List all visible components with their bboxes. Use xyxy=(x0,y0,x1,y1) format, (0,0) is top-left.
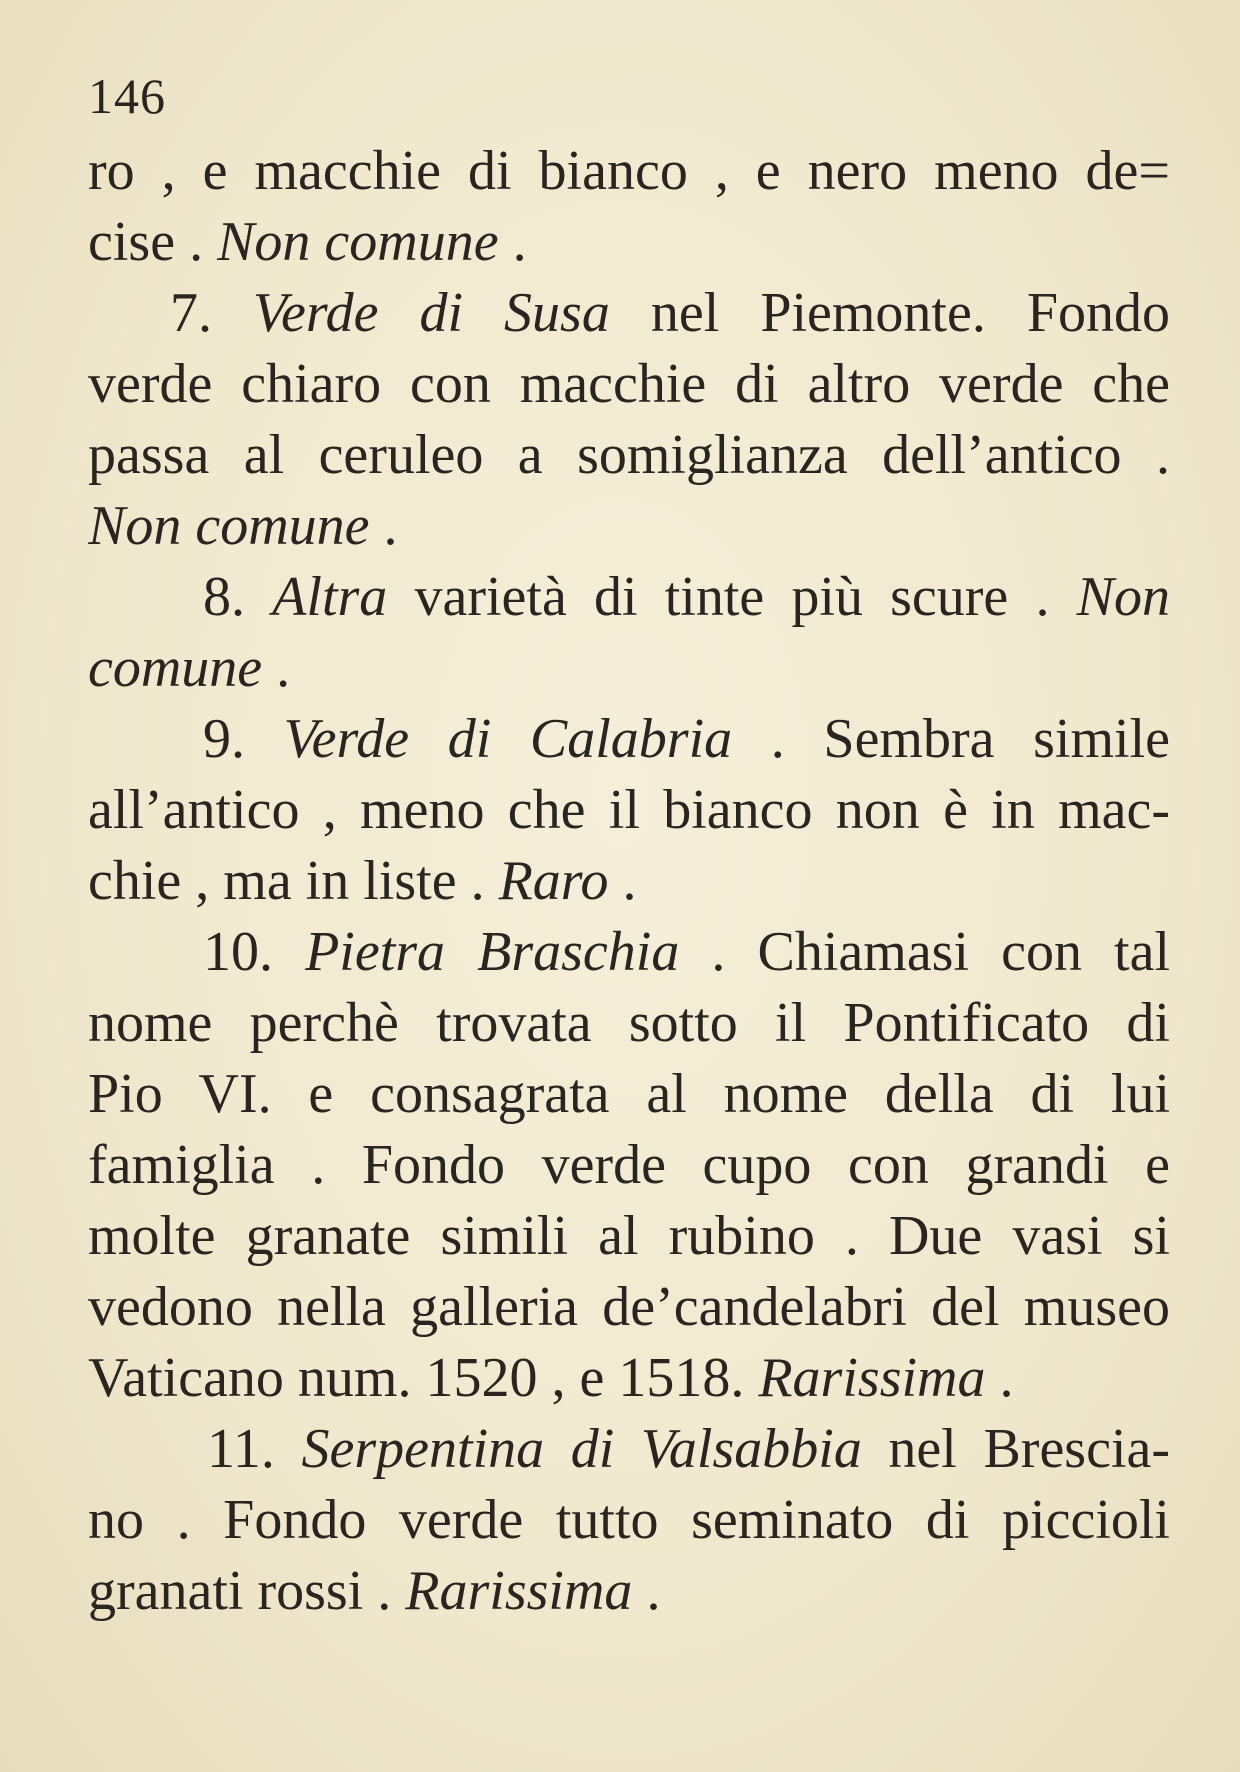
page-number: 146 xyxy=(88,68,166,124)
italic-text-segment: Non comune xyxy=(217,211,499,273)
text-line xyxy=(88,846,1170,917)
text-segment: nome perchè trovata sotto il Pontificato di xyxy=(88,992,1170,1054)
text-line xyxy=(88,1272,1170,1343)
entry-number: 11. xyxy=(207,1418,302,1480)
text-segment: chie , ma in liste . xyxy=(88,850,499,912)
text-segment: . Chiamasi con tal xyxy=(679,921,1170,983)
text-line xyxy=(88,917,1170,988)
italic-text-segment: Rarissima xyxy=(405,1560,633,1622)
text-segment: Vaticano num. 1520 , e 1518. xyxy=(88,1347,759,1409)
italic-text-segment: Pietra Braschia xyxy=(305,921,680,983)
text-segment: verde chiaro con macchie di altro verde che xyxy=(88,353,1170,415)
text-segment: cise . xyxy=(88,211,218,273)
text-line xyxy=(88,1059,1170,1130)
text-segment: . xyxy=(369,495,398,557)
italic-text-segment: Verde di Calabria xyxy=(283,708,733,770)
text-segment: . xyxy=(262,637,291,699)
italic-text-segment: Altra xyxy=(272,566,388,628)
entry-number: 7. xyxy=(170,282,254,344)
text-segment: vedono nella galleria de’candelabri del museo xyxy=(88,1276,1170,1338)
text-line xyxy=(88,988,1170,1059)
italic-text-segment: Serpentina di Valsabbia xyxy=(301,1418,862,1480)
text-segment: molte granate simili al rubino . Due vasi si xyxy=(88,1205,1170,1267)
text-line xyxy=(88,1343,1170,1414)
italic-text-segment: Non comune xyxy=(88,495,370,557)
text-segment: all’antico , meno che il bianco non è in mac- xyxy=(88,779,1170,841)
text-line xyxy=(88,562,1170,633)
text-segment: . xyxy=(498,211,527,273)
text-segment: granati rossi . xyxy=(88,1560,406,1622)
text-line xyxy=(88,491,1170,562)
text-line xyxy=(88,278,1170,349)
italic-text-segment: comune xyxy=(88,637,263,699)
text-line xyxy=(88,704,1170,775)
text-line xyxy=(88,136,1170,207)
page-text xyxy=(88,136,1170,1627)
text-segment: . Sembra simile xyxy=(732,708,1170,770)
italic-text-segment: Non xyxy=(1076,566,1170,628)
text-line xyxy=(88,349,1170,420)
italic-text-segment: Rarissima xyxy=(758,1347,986,1409)
text-segment: . xyxy=(632,1560,661,1622)
text-segment: . xyxy=(985,1347,1014,1409)
text-segment: nel Piemonte. Fondo xyxy=(609,282,1170,344)
text-segment: . xyxy=(608,850,637,912)
text-line xyxy=(88,633,1170,704)
text-line xyxy=(88,1130,1170,1201)
text-segment: nel Brescia- xyxy=(861,1418,1170,1480)
entry-number: 10. xyxy=(203,921,306,983)
text-line xyxy=(88,420,1170,491)
text-segment: passa al ceruleo a somiglianza dell’antico . xyxy=(88,424,1170,486)
text-line xyxy=(88,1556,1170,1627)
text-line xyxy=(88,775,1170,846)
italic-text-segment: Verde di Susa xyxy=(253,282,610,344)
text-line xyxy=(88,1201,1170,1272)
text-line xyxy=(88,1485,1170,1556)
text-segment: ro , e macchie di bianco , e nero meno de= xyxy=(88,140,1170,202)
entry-number: 9. xyxy=(203,708,284,770)
text-segment: varietà di tinte più scure . xyxy=(387,566,1077,628)
text-segment: Pio VI. e consagrata al nome della di lui xyxy=(88,1063,1170,1125)
text-line xyxy=(88,207,1170,278)
text-segment: famiglia . Fondo verde cupo con grandi e xyxy=(88,1134,1170,1196)
text-line xyxy=(88,1414,1170,1485)
entry-number: 8. xyxy=(203,566,273,628)
italic-text-segment: Raro xyxy=(498,850,609,912)
text-segment: no . Fondo verde tutto seminato di piccioli xyxy=(88,1489,1170,1551)
